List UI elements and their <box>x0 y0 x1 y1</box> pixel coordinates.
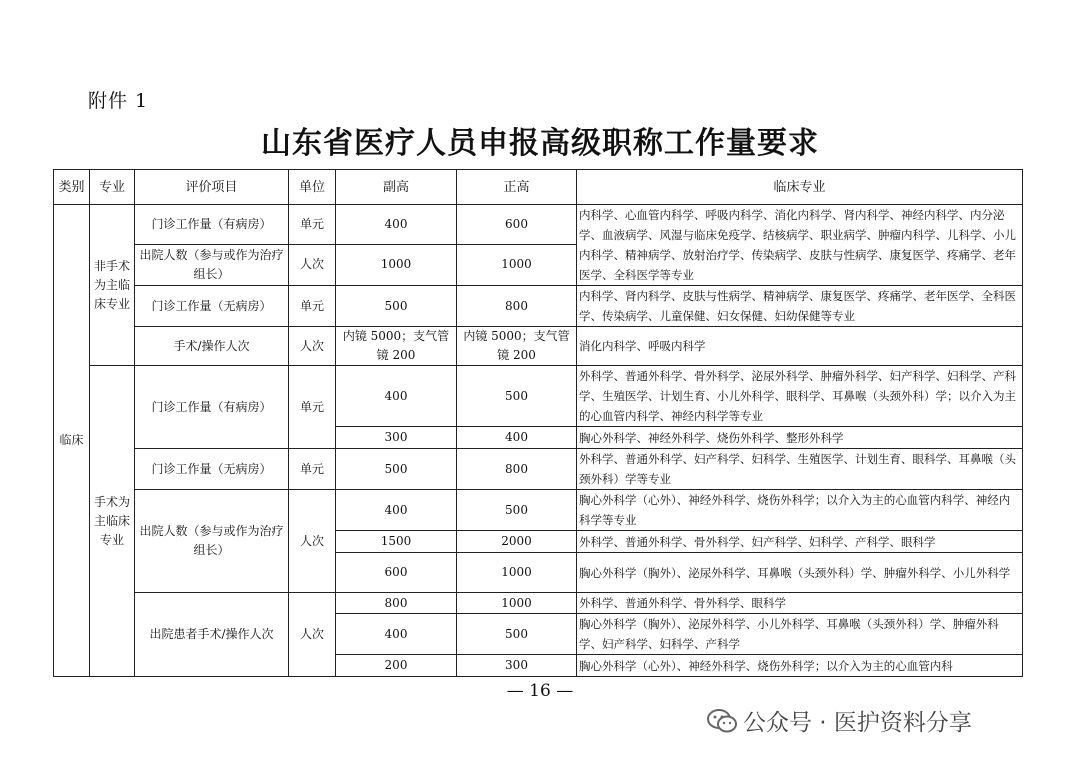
vice-cell: 400 <box>336 614 457 655</box>
header-category: 类别 <box>54 170 90 205</box>
vice-cell: 300 <box>336 427 457 449</box>
table-row <box>54 366 1023 427</box>
item-cell: 门诊工作量（有病房） <box>135 366 289 449</box>
vice-cell: 1000 <box>336 244 457 285</box>
unit-cell: 单元 <box>289 449 336 490</box>
vice-cell: 500 <box>336 449 457 490</box>
senior-cell: 1000 <box>457 244 577 285</box>
senior-cell: 600 <box>457 205 577 245</box>
item-cell: 门诊工作量（无病房） <box>135 449 289 490</box>
specialty-cell: 胸心外科学（心外）、神经外科学、烧伤外科学；以介入为主的心血管内科学、神经内科学等专业 <box>577 490 1023 531</box>
watermark-text: 公众号 · 医护资料分享 <box>743 710 972 736</box>
wechat-icon <box>707 708 737 734</box>
vice-cell: 内镜 5000；支气管镜 200 <box>336 327 457 366</box>
unit-cell: 人次 <box>289 244 336 285</box>
vice-cell: 200 <box>336 655 457 677</box>
unit-cell: 单元 <box>289 205 336 245</box>
item-cell: 门诊工作量（无病房） <box>135 286 289 327</box>
item-cell: 出院人数（参与或作为治疗组长） <box>135 244 289 285</box>
specialty-cell: 外科学、普通外科学、骨外科学、眼科学 <box>577 593 1023 614</box>
vice-cell: 1500 <box>336 531 457 553</box>
senior-cell: 1000 <box>457 553 577 593</box>
specialty-cell: 胸心外科学（心外）、神经外科学、烧伤外科学；以介入为主的心血管内科 <box>577 655 1023 677</box>
specialty-cell: 胸心外科学、神经外科学、烧伤外科学、整形外科学 <box>577 427 1023 449</box>
specialty-cell: 外科学、普通外科学、妇产科学、妇科学、生殖医学、计划生育、眼科学、耳鼻喉（头颈外科）学等专业 <box>577 449 1023 490</box>
attachment-label: 附件 1 <box>88 90 149 112</box>
vice-cell: 800 <box>336 593 457 614</box>
specialty-cell: 胸心外科学（胸外）、泌尿外科学、耳鼻喉（头颈外科）学、肿瘤外科学、小儿外科学 <box>577 553 1023 593</box>
specialty-cell: 外科学、普通外科学、骨外科学、妇产科学、妇科学、产科学、眼科学 <box>577 531 1023 553</box>
group-name: 手术为主临床专业 <box>90 366 135 677</box>
vice-cell: 500 <box>336 286 457 327</box>
specialty-cell: 消化内科学、呼吸内科学 <box>577 327 1023 366</box>
header-major: 专业 <box>90 170 135 205</box>
table-row <box>54 327 1023 366</box>
table-row <box>54 449 1023 490</box>
header-item: 评价项目 <box>135 170 289 205</box>
table-row <box>54 593 1023 614</box>
header-row <box>54 170 1023 205</box>
group-name: 非手术为主临床专业 <box>90 205 135 366</box>
unit-cell: 人次 <box>289 490 336 593</box>
item-cell: 出院患者手术/操作人次 <box>135 593 289 677</box>
vice-cell: 400 <box>336 205 457 245</box>
header-clinical-specialty: 临床专业 <box>577 170 1023 205</box>
specialty-cell: 胸心外科学（胸外）、泌尿外科学、小儿外科学、耳鼻喉（头颈外科）学、肿瘤外科学、妇产科学、妇科学、产科学 <box>577 614 1023 655</box>
item-cell: 出院人数（参与或作为治疗组长） <box>135 490 289 593</box>
unit-cell: 人次 <box>289 593 336 677</box>
senior-cell: 500 <box>457 366 577 427</box>
page-number: — 16 — <box>506 681 574 701</box>
unit-cell: 单元 <box>289 286 336 327</box>
item-cell: 手术/操作人次 <box>135 327 289 366</box>
senior-cell: 500 <box>457 490 577 531</box>
vice-cell: 400 <box>336 490 457 531</box>
senior-cell: 800 <box>457 449 577 490</box>
specialty-cell: 内科学、心血管内科学、呼吸内科学、消化内科学、肾内科学、神经内科学、内分泌学、血液病学、风湿与临床免疫学、结核病学、职业病学、肿瘤内科学、儿科学、小儿内科学、精神病学、放射治疗学、传染病学、皮肤与性病学、康复医学、疼痛学、老年医学、全科医学等专业 <box>577 205 1023 286</box>
item-cell: 门诊工作量（有病房） <box>135 205 289 245</box>
table-row <box>54 205 1023 245</box>
unit-cell: 单元 <box>289 366 336 449</box>
workload-table <box>53 169 1023 677</box>
header-senior: 正高 <box>457 170 577 205</box>
watermark <box>707 704 972 737</box>
specialty-cell: 外科学、普通外科学、骨外科学、泌尿外科学、肿瘤外科学、妇产科学、妇科学、产科学、生殖医学、计划生育、小儿外科学、眼科学、耳鼻喉（头颈外科）学；以介入为主的心血管内科学、神经内科学等专业 <box>577 366 1023 427</box>
senior-cell: 2000 <box>457 531 577 553</box>
senior-cell: 800 <box>457 286 577 327</box>
header-unit: 单位 <box>289 170 336 205</box>
category-cell: 临床 <box>54 205 90 677</box>
senior-cell: 500 <box>457 614 577 655</box>
senior-cell: 300 <box>457 655 577 677</box>
vice-cell: 600 <box>336 553 457 593</box>
senior-cell: 内镜 5000；支气管镜 200 <box>457 327 577 366</box>
table-row <box>54 490 1023 531</box>
page-title: 山东省医疗人员申报高级职称工作量要求 <box>261 126 819 161</box>
header-vice-senior: 副高 <box>336 170 457 205</box>
vice-cell: 400 <box>336 366 457 427</box>
unit-cell: 人次 <box>289 327 336 366</box>
senior-cell: 1000 <box>457 593 577 614</box>
table-row <box>54 286 1023 327</box>
specialty-cell: 内科学、肾内科学、皮肤与性病学、精神病学、康复医学、疼痛学、老年医学、全科医学、传染病学、儿童保健、妇女保健、妇幼保健等专业 <box>577 286 1023 327</box>
senior-cell: 400 <box>457 427 577 449</box>
